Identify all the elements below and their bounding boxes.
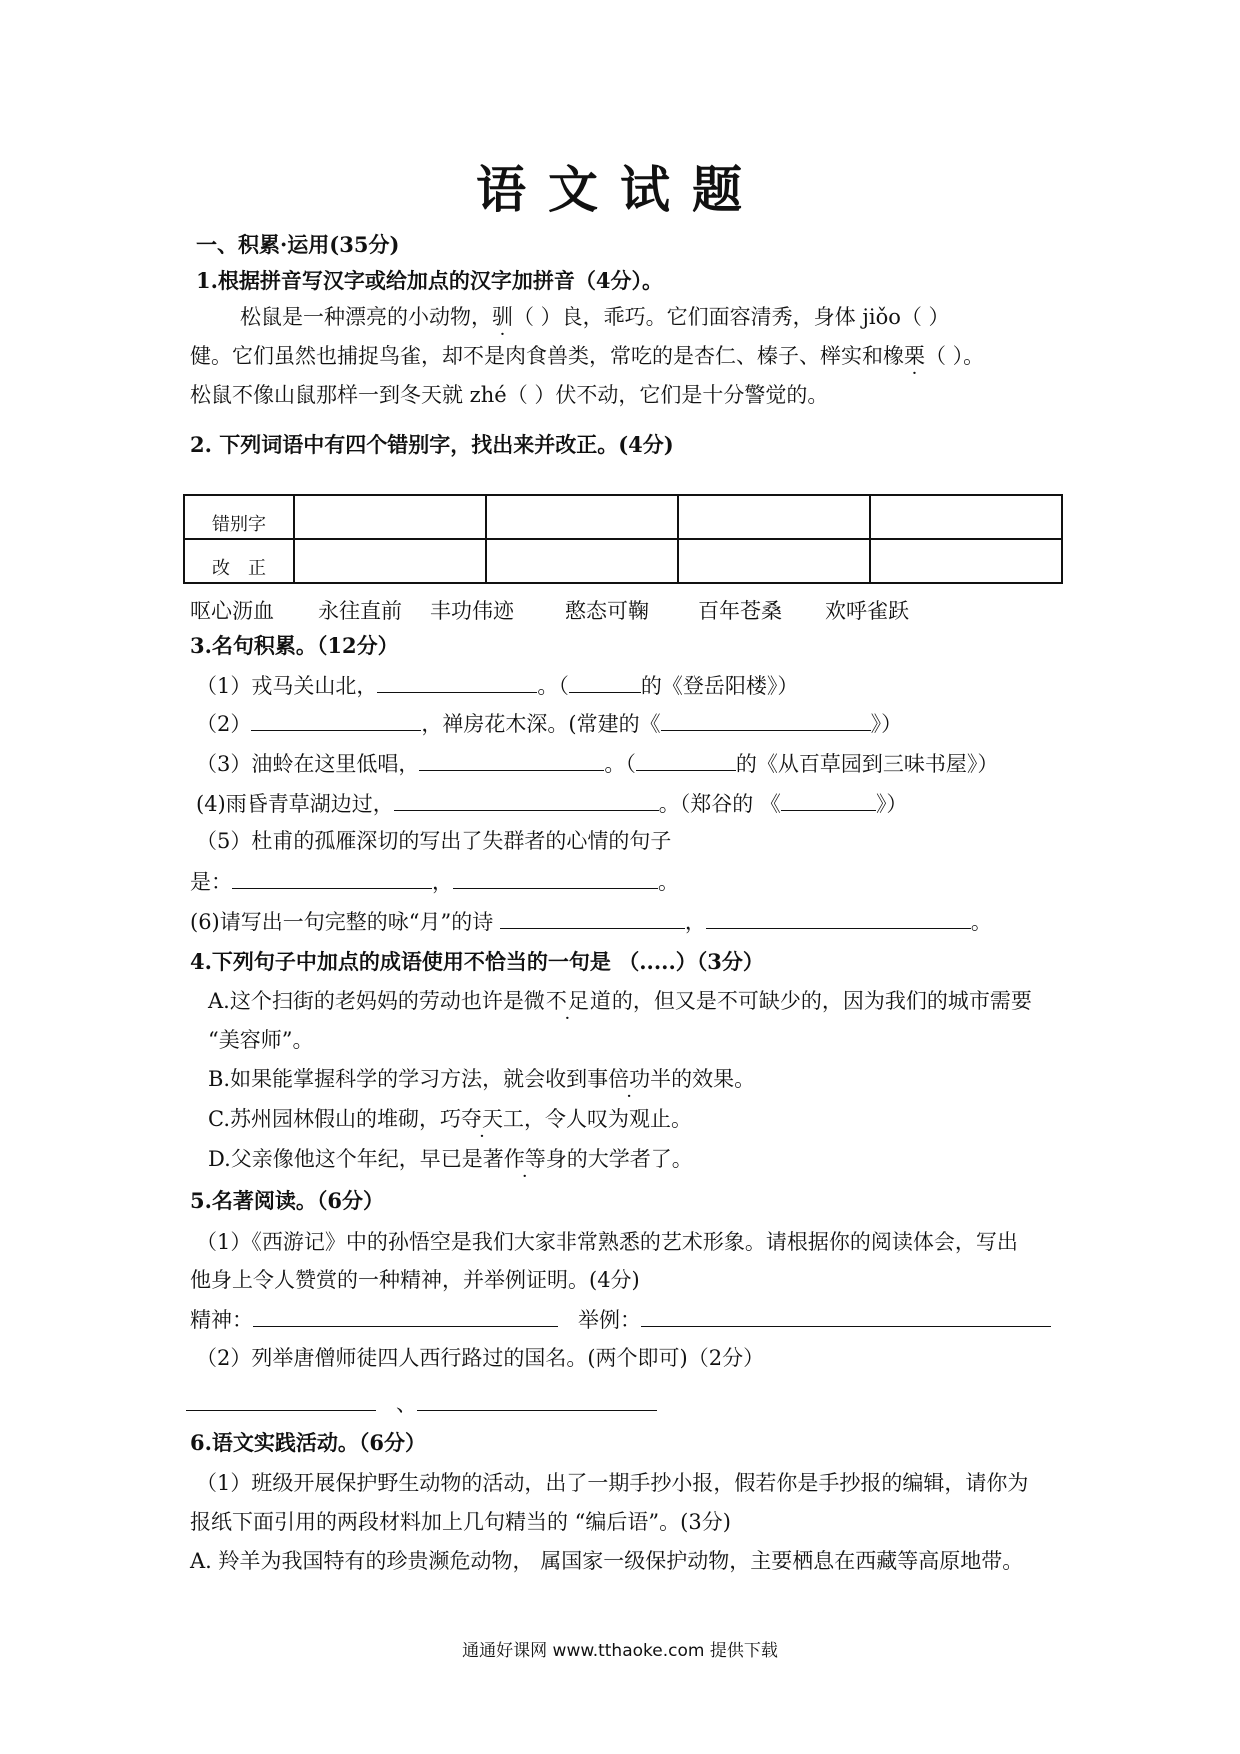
answer-cell[interactable]	[870, 495, 1062, 539]
row-label-wrong: 错别字	[184, 495, 294, 539]
answer-blank[interactable]	[661, 708, 871, 731]
answer-blank[interactable]	[569, 670, 641, 693]
word-item: 百年苍桑	[698, 599, 782, 623]
word-item: 憨态可鞠	[565, 599, 649, 623]
dotted-idiom: 微不足道	[523, 989, 612, 1013]
answer-cell[interactable]	[294, 495, 486, 539]
q1-line-2: 健。它们虽然也捕捉鸟雀，却不是肉食兽类，常吃的是杏仁、榛子、榉实和橡栗（ ）。	[190, 344, 985, 368]
q6-line-1: （1）班级开展保护野生动物的活动，出了一期手抄小报，假若你是手抄报的编辑，请你为	[196, 1471, 1029, 1495]
word-item: 永往直前	[318, 599, 402, 623]
option-c: C.苏州园林假山的堆砌，巧夺天工，令人叹为观止。	[208, 1107, 692, 1131]
table-row	[184, 495, 1062, 539]
q5-part1-line2: 他身上令人赞赏的一种精神，并举例证明。(4分)	[190, 1268, 640, 1292]
correction-table	[183, 494, 1063, 584]
q1-line-3: 松鼠不像山鼠那样一到冬天就 zhé（ ）伏不动，它们是十分警觉的。	[190, 383, 829, 407]
q4-heading: 4.下列句子中加点的成语使用不恰当的一句是 （.....）（3分）	[190, 949, 764, 974]
example-row: 举例：	[578, 1304, 1051, 1335]
option-a: A.这个扫街的老妈妈的劳动也许是微不足道的，但又是不可缺少的，因为我们的城市需要	[208, 989, 1032, 1013]
row-label-correct: 改 正	[184, 539, 294, 583]
page-title: 语文试题	[476, 160, 764, 219]
q6-heading: 6.语文实践活动。（6分）	[190, 1430, 427, 1455]
answer-blank[interactable]	[781, 788, 876, 811]
q5-part1-line1: （1）《西游记》中的孙悟空是我们大家非常熟悉的艺术形象。请根据你的阅读体会，写出	[196, 1230, 1018, 1254]
answer-blank[interactable]	[186, 1388, 376, 1411]
quote-2: （2） ，禅房花木深。(常建的《 》）	[196, 708, 902, 739]
dotted-idiom: 巧夺天工	[440, 1107, 524, 1131]
answer-blank[interactable]	[419, 748, 604, 771]
quote-5-prompt: （5）杜甫的孤雁深切的写出了失群者的心情的句子	[196, 829, 672, 853]
answer-cell[interactable]	[486, 539, 678, 583]
answer-blank[interactable]	[641, 1304, 1051, 1327]
answer-cell[interactable]	[678, 539, 870, 583]
q6-line-2: 报纸下面引用的两段材料加上几句精当的 “编后语”。(3分)	[190, 1510, 731, 1534]
q2-heading: 2. 下列词语中有四个错别字，找出来并改正。(4分)	[190, 432, 674, 457]
answer-blank[interactable]	[636, 748, 736, 771]
answer-blank[interactable]	[251, 708, 421, 731]
answer-blank[interactable]	[394, 788, 659, 811]
q1-line-1: 松鼠是一种漂亮的小动物，驯（ ）良，乖巧。它们面容清秀，身体 jiǒo（ ）	[240, 305, 950, 329]
q5-part2: （2）列举唐僧师徒四人西行路过的国名。(两个即可)（2分）	[196, 1346, 765, 1370]
option-b: B.如果能掌握科学的学习方法，就会收到事倍功半的效果。	[208, 1067, 756, 1091]
option-d: D.父亲像他这个年纪，早已是著作等身的大学者了。	[208, 1147, 693, 1171]
quote-6: (6)请写出一句完整的咏“月”的诗 ， 。	[190, 906, 992, 937]
answer-blank[interactable]	[377, 670, 537, 693]
answer-blank[interactable]	[417, 1388, 657, 1411]
answer-blank[interactable]	[232, 866, 432, 889]
answer-blank[interactable]	[706, 906, 971, 929]
answer-blank[interactable]	[453, 866, 658, 889]
q1-heading: 1.根据拼音写汉字或给加点的汉字加拼音（4分）。	[196, 268, 664, 293]
quote-5-answer: 是： ， 。	[190, 866, 679, 897]
answer-cell[interactable]	[870, 539, 1062, 583]
option-a-cont: “美容师”。	[208, 1028, 314, 1052]
table-row	[184, 539, 1062, 583]
footer-credit: 通通好课网 www.tthaoke.com 提供下载	[462, 1641, 778, 1661]
dotted-char: 驯	[492, 305, 513, 329]
q6-line-3: A. 羚羊为我国特有的珍贵濒危动物， 属国家一级保护动物，主要栖息在西藏等高原地带。	[190, 1549, 1024, 1573]
quote-3: （3）油蛉在这里低唱， 。（ 的《从百草园到三味书屋》）	[196, 748, 998, 779]
dotted-idiom: 事倍功半	[587, 1067, 672, 1091]
dotted-char: 栗	[904, 344, 925, 368]
q5-heading: 5.名著阅读。（6分）	[190, 1188, 385, 1213]
word-item: 欢呼雀跃	[825, 599, 909, 623]
answer-blank[interactable]	[253, 1304, 558, 1327]
q3-heading: 3.名句积累。（12分）	[190, 633, 399, 658]
answer-cell[interactable]	[486, 495, 678, 539]
quote-4: (4)雨昏青草湖边过， 。（郑谷的 《 》）	[196, 788, 907, 819]
quote-1: （1）戎马关山北， 。（ 的《登岳阳楼》）	[196, 670, 798, 701]
answer-blank[interactable]	[500, 906, 685, 929]
country-row: 、	[186, 1388, 657, 1419]
word-item: 呕心沥血	[190, 599, 274, 623]
answer-cell[interactable]	[294, 539, 486, 583]
answer-cell[interactable]	[678, 495, 870, 539]
section-1-heading: 一、积累·运用(35分)	[196, 232, 400, 257]
word-item: 丰功伟迹	[430, 599, 514, 623]
spirit-row: 精神：	[190, 1304, 558, 1335]
dotted-idiom: 著作等身	[482, 1147, 567, 1171]
